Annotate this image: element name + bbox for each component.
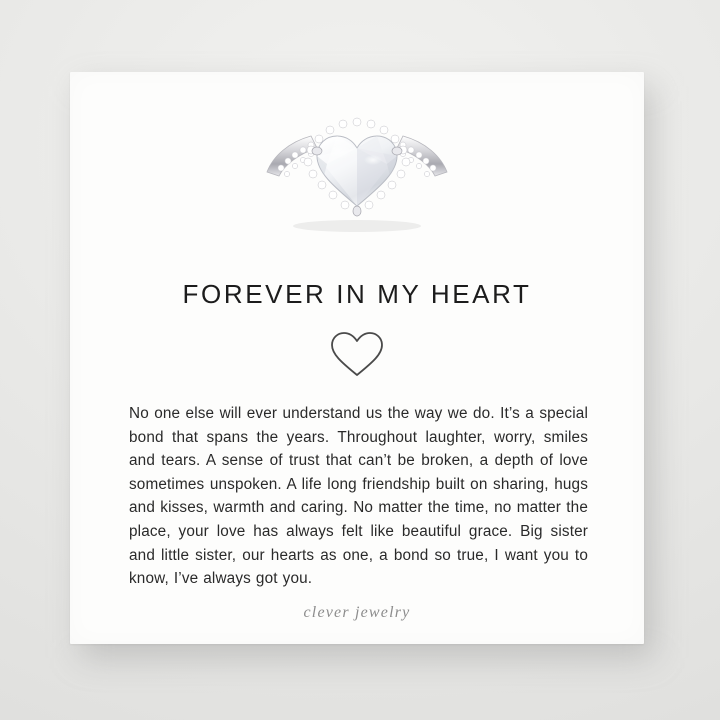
page-title: FOREVER IN MY HEART — [182, 279, 532, 309]
sentiment-message: No one else will ever understand us the way we do. It’s a special bond that spans the years. Throughout laughter, worry, smiles and tears. A sense of trust that can’t be broken, a depth of love sometimes unspoken. A life long friendship built on sharing, hugs and kisses, warmth and caring. No matter the time, no matter the place, your love has always felt like beautiful grace. Big sister and little sister, our hearts as one, a bond so true, I want you to know, I’ve always got you. — [129, 405, 588, 588]
ring-product-area — [70, 94, 644, 284]
brand-wordmark: clever jewelry — [303, 604, 411, 621]
jewelry-display-card — [70, 72, 644, 644]
heart-solitaire-ring-icon — [207, 94, 507, 264]
heart-outline-icon — [70, 330, 644, 385]
